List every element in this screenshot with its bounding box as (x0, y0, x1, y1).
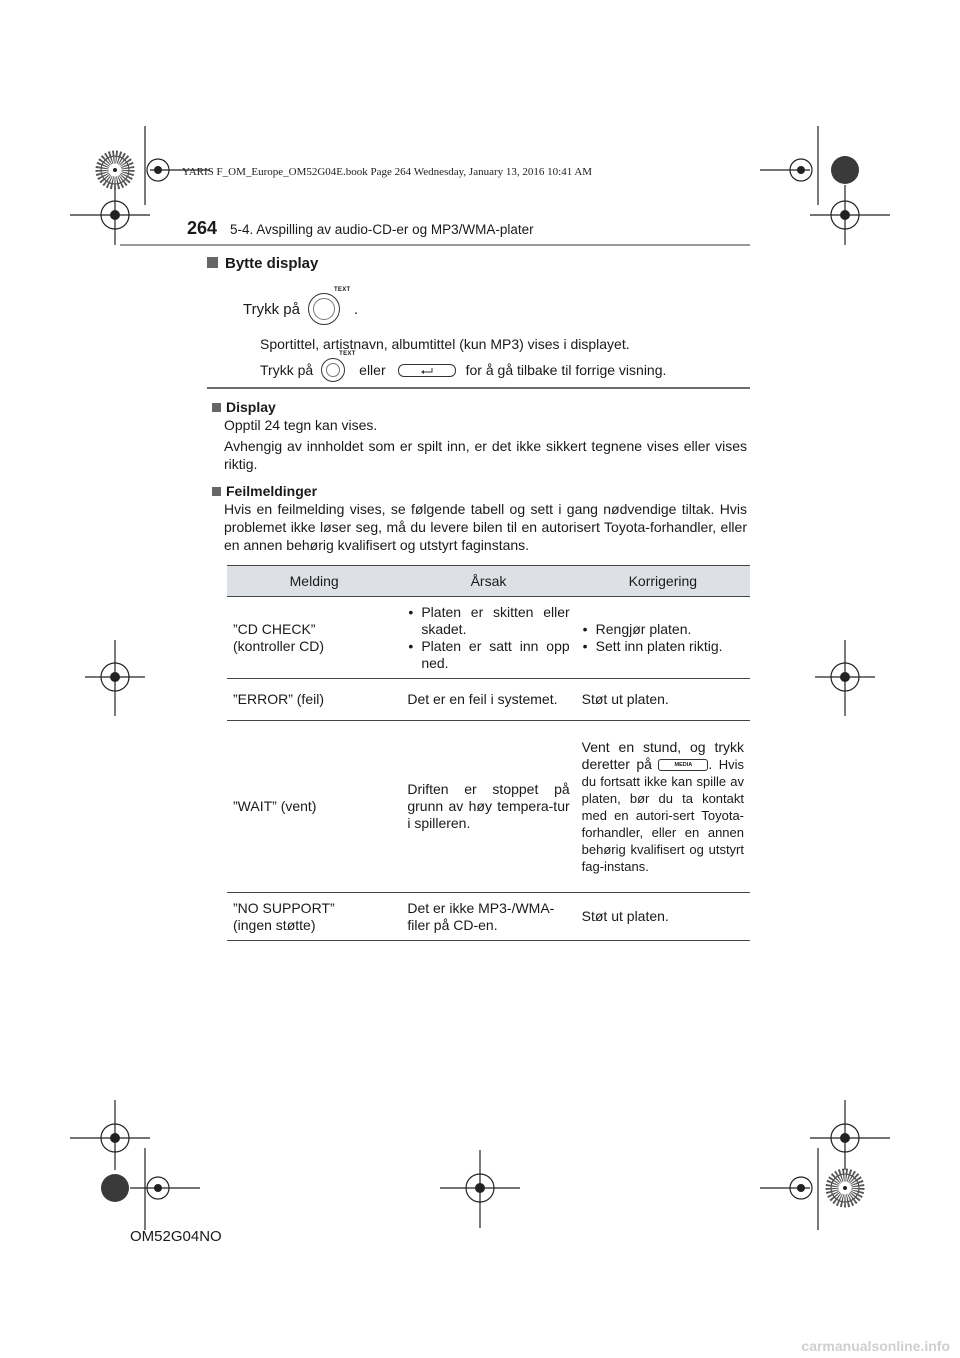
back-button-icon (398, 364, 456, 377)
square-bullet-icon (212, 403, 221, 412)
message-text: (kontroller CD) (233, 637, 325, 654)
message-cell: ”WAIT” (vent) (227, 721, 401, 893)
square-bullet-icon (212, 487, 221, 496)
message-text: ”CD CHECK” (233, 620, 316, 637)
instruction-back (260, 351, 667, 382)
cause-item: • Platen er skitten eller skadet. (407, 604, 569, 638)
press-suffix: . (353, 300, 359, 318)
fix-text: Hvis du fortsatt ikke kan spille av platen, bør du ta kontakt med en autori-sert Toyota-forhandler, eller en annen behørig kvalifisert og utstyrt fag-instans. (581, 756, 745, 874)
fix-cell: Støt ut platen. (576, 893, 750, 941)
note-paragraph: Avhengig av innholdet som er spilt inn, er det ikke sikkert tegnene vises eller vises riktig. (224, 438, 747, 472)
fix-cell (576, 597, 750, 679)
text-knob-label: TEXT (333, 287, 351, 293)
footer-code: OM52G04NO (130, 1228, 222, 1245)
media-button-icon: MEDIA (658, 759, 708, 771)
text-knob-small-icon (321, 351, 356, 382)
table-row (227, 893, 750, 941)
section-divider (207, 387, 750, 389)
text-knob-small-label: TEXT (339, 351, 356, 357)
note-title: Feilmeldinger (226, 483, 318, 499)
cause-item: • Platen er satt inn opp ned. (407, 638, 569, 672)
display-description: Sportittel, artistnavn, albumtittel (kun MP3) vises i displayet. (260, 336, 630, 352)
text-knob-icon (308, 287, 351, 325)
message-cell: ”ERROR” (feil) (227, 679, 401, 721)
section-title: 5-4. Avspilling av audio-CD-er og MP3/WMA-plater (230, 222, 534, 237)
watermark: carmanualsonline.info (801, 1338, 950, 1354)
fix-cell (576, 721, 750, 893)
back-prefix: Trykk på (260, 362, 314, 378)
press-prefix: Trykk på (243, 300, 300, 318)
cause-cell: Det er en feil i systemet. (401, 679, 575, 721)
back-middle: eller (359, 362, 386, 378)
file-info: YARIS F_OM_Europe_OM52G04E.book Page 264 Wednesday, January 13, 2016 10:41 AM (182, 166, 593, 178)
heading-bytte-display (207, 255, 318, 272)
cause-cell (401, 597, 575, 679)
note-title: Display (226, 399, 276, 415)
message-cell (227, 597, 401, 679)
table-row (227, 597, 750, 679)
page-number: 264 (187, 218, 218, 238)
table-header-row (227, 566, 750, 597)
heading-text: Bytte display (225, 255, 319, 272)
header-divider (120, 244, 750, 246)
cause-cell: Det er ikke MP3-/WMA-filer på CD-en. (401, 893, 575, 941)
fix-text: . (708, 755, 713, 772)
cause-cell: Driften er stoppet på grunn av høy tempera-tur i spilleren. (401, 721, 575, 893)
column-header: Årsak (401, 566, 575, 597)
column-header: Melding (227, 566, 401, 597)
message-text: ”NO SUPPORT” (233, 899, 335, 916)
fix-cell: Støt ut platen. (576, 679, 750, 721)
table-row (227, 721, 750, 893)
fix-item: • Sett inn platen riktig. (582, 638, 744, 655)
note-feilmeldinger (212, 482, 747, 557)
square-bullet-icon (207, 257, 218, 268)
message-text: (ingen støtte) (233, 916, 316, 933)
instruction-press-text (243, 287, 359, 325)
back-suffix: for å gå tilbake til forrige visning. (465, 362, 667, 378)
note-paragraph: Opptil 24 tegn kan vises. (224, 417, 378, 433)
message-cell (227, 893, 401, 941)
error-table (227, 565, 750, 941)
column-header: Korrigering (576, 566, 750, 597)
note-paragraph: Hvis en feilmelding vises, se følgende tabell og sett i gang nødvendige tiltak. Hvis problemet ikke løser seg, må du levere bilen til en autorisert Toyota-forhandler, eller en annen behørig kvalifisert og utstyrt faginstans. (224, 501, 747, 553)
fix-item: • Rengjør platen. (582, 621, 744, 638)
fix-text: Vent en stund, og trykk deretter på (581, 738, 744, 772)
table-row (227, 679, 750, 721)
note-display (212, 398, 747, 476)
